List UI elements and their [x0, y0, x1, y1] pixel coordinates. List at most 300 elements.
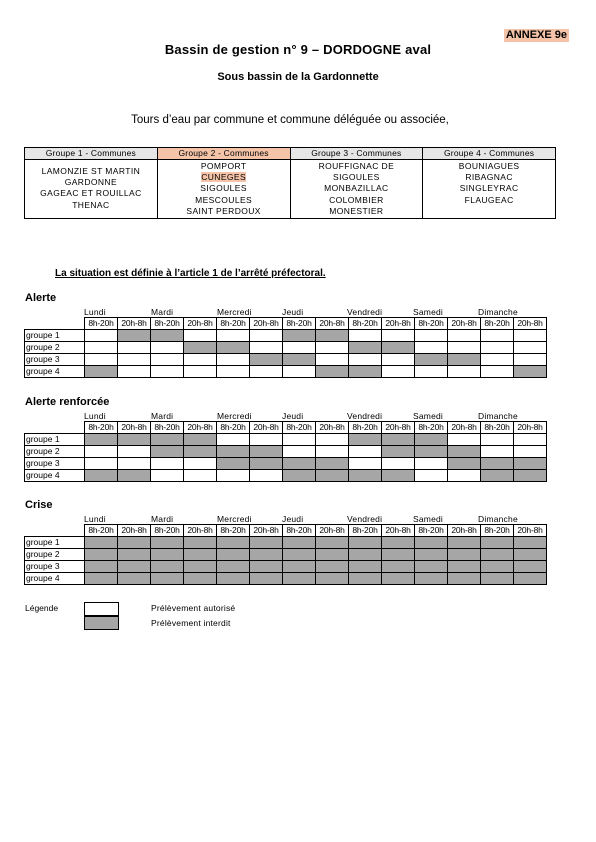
slot-cell-allowed	[85, 330, 118, 342]
slot-cell-allowed	[415, 458, 448, 470]
slot-cell-allowed	[217, 470, 250, 482]
slot-header: 8h-20h	[349, 422, 382, 434]
slot-cell-allowed	[448, 330, 481, 342]
slot-cell-forbidden	[184, 549, 217, 561]
corner-cell	[25, 318, 85, 330]
slot-cell-forbidden	[514, 366, 547, 378]
slot-cell-forbidden	[514, 458, 547, 470]
groups-communes-row	[25, 160, 556, 219]
slot-header: 20h-8h	[382, 525, 415, 537]
day-label: Mardi	[151, 307, 174, 317]
slot-cell-forbidden	[250, 573, 283, 585]
slot-cell-allowed	[85, 354, 118, 366]
slot-cell-forbidden	[349, 342, 382, 354]
slot-cell-forbidden	[283, 537, 316, 549]
group-label: groupe 1	[25, 330, 85, 342]
commune-name: GARDONNE	[64, 177, 118, 188]
day-label: Vendredi	[347, 307, 383, 317]
slot-header: 8h-20h	[217, 318, 250, 330]
slot-cell-allowed	[514, 342, 547, 354]
slot-header: 8h-20h	[151, 525, 184, 537]
slot-header: 8h-20h	[415, 318, 448, 330]
slot-cell-forbidden	[283, 458, 316, 470]
group-label: groupe 2	[25, 446, 85, 458]
slot-cell-allowed	[349, 446, 382, 458]
slot-cell-allowed	[250, 366, 283, 378]
slot-header: 20h-8h	[250, 422, 283, 434]
slot-cell-forbidden	[217, 549, 250, 561]
slot-cell-allowed	[250, 342, 283, 354]
group-row	[25, 446, 547, 458]
slot-cell-allowed	[217, 354, 250, 366]
slot-cell-forbidden	[415, 561, 448, 573]
slot-cell-forbidden	[118, 549, 151, 561]
slot-cell-forbidden	[118, 573, 151, 585]
group-row	[25, 573, 547, 585]
slot-cell-forbidden	[316, 470, 349, 482]
day-label: Dimanche	[478, 514, 518, 524]
group-label: groupe 3	[25, 458, 85, 470]
day-label: Jeudi	[282, 307, 304, 317]
slot-cell-allowed	[184, 458, 217, 470]
slot-header: 8h-20h	[283, 525, 316, 537]
slot-header: 20h-8h	[382, 422, 415, 434]
slot-cell-forbidden	[415, 537, 448, 549]
schedule-grid	[24, 317, 547, 378]
slot-cell-allowed	[316, 434, 349, 446]
slot-cell-forbidden	[316, 330, 349, 342]
slot-cell-forbidden	[250, 537, 283, 549]
legend-allowed-swatch	[84, 602, 119, 616]
commune-name: BOUNIAGUES	[458, 161, 520, 171]
slot-cell-forbidden	[415, 434, 448, 446]
slot-header-row	[25, 525, 547, 537]
slot-cell-forbidden	[151, 549, 184, 561]
schedule-title: Alerte renforcée	[25, 396, 110, 408]
slot-cell-forbidden	[481, 573, 514, 585]
slot-cell-allowed	[481, 434, 514, 446]
slot-cell-forbidden	[85, 549, 118, 561]
group-1-communes	[25, 160, 158, 219]
group-row	[25, 470, 547, 482]
slot-header: 20h-8h	[118, 318, 151, 330]
group-header-3: Groupe 3 - Communes	[290, 148, 423, 160]
slot-cell-forbidden	[382, 573, 415, 585]
slot-cell-forbidden	[217, 573, 250, 585]
day-label: Vendredi	[347, 514, 383, 524]
slot-cell-forbidden	[85, 470, 118, 482]
slot-cell-allowed	[481, 366, 514, 378]
slot-cell-forbidden	[316, 366, 349, 378]
slot-cell-forbidden	[250, 354, 283, 366]
situation-note: La situation est définie à l’article 1 de l’arrêté préfectoral.	[55, 268, 326, 279]
slot-cell-forbidden	[382, 446, 415, 458]
slot-cell-forbidden	[316, 561, 349, 573]
slot-cell-forbidden	[184, 434, 217, 446]
slot-cell-allowed	[415, 366, 448, 378]
group-3-communes	[290, 160, 423, 219]
schedule-title: Alerte	[25, 292, 57, 304]
slot-cell-forbidden	[217, 537, 250, 549]
commune-name: MESCOULES	[195, 194, 253, 205]
group-label: groupe 4	[25, 470, 85, 482]
slot-cell-forbidden	[250, 458, 283, 470]
slot-header: 20h-8h	[316, 525, 349, 537]
slot-cell-forbidden	[283, 573, 316, 585]
slot-cell-forbidden	[316, 537, 349, 549]
slot-cell-allowed	[250, 330, 283, 342]
slot-cell-forbidden	[382, 561, 415, 573]
slot-cell-allowed	[184, 330, 217, 342]
slot-cell-allowed	[415, 330, 448, 342]
slot-cell-forbidden	[514, 537, 547, 549]
slot-cell-forbidden	[184, 537, 217, 549]
slot-cell-allowed	[151, 354, 184, 366]
slot-cell-allowed	[118, 366, 151, 378]
slot-cell-forbidden	[349, 470, 382, 482]
slot-cell-forbidden	[382, 537, 415, 549]
slot-header: 20h-8h	[514, 525, 547, 537]
slot-cell-allowed	[184, 470, 217, 482]
page-subtitle: Sous bassin de la Gardonnette	[217, 71, 379, 83]
slot-cell-forbidden	[448, 354, 481, 366]
slot-cell-allowed	[283, 342, 316, 354]
group-label: groupe 3	[25, 561, 85, 573]
slot-cell-forbidden	[283, 354, 316, 366]
slot-cell-forbidden	[514, 573, 547, 585]
group-label: groupe 2	[25, 549, 85, 561]
slot-cell-forbidden	[382, 549, 415, 561]
slot-header: 8h-20h	[217, 422, 250, 434]
slot-cell-forbidden	[283, 470, 316, 482]
slot-cell-allowed	[514, 354, 547, 366]
slot-cell-allowed	[217, 434, 250, 446]
slot-cell-allowed	[184, 354, 217, 366]
slot-cell-forbidden	[448, 549, 481, 561]
group-label: groupe 4	[25, 366, 85, 378]
slot-cell-forbidden	[151, 573, 184, 585]
commune-name: RIBAGNAC	[465, 172, 513, 183]
slot-cell-forbidden	[481, 458, 514, 470]
slot-header: 20h-8h	[316, 422, 349, 434]
slot-cell-allowed	[415, 342, 448, 354]
slot-cell-allowed	[85, 342, 118, 354]
slot-header: 8h-20h	[151, 318, 184, 330]
slot-cell-forbidden	[349, 573, 382, 585]
commune-name: SAINT PERDOUX	[186, 205, 261, 216]
slot-cell-allowed	[151, 458, 184, 470]
slot-cell-allowed	[118, 354, 151, 366]
slot-cell-forbidden	[184, 561, 217, 573]
slot-cell-allowed	[85, 458, 118, 470]
commune-name: MONESTIER	[329, 205, 384, 216]
slot-header: 20h-8h	[448, 525, 481, 537]
group-row	[25, 330, 547, 342]
slot-cell-forbidden	[118, 434, 151, 446]
slot-cell-forbidden	[118, 330, 151, 342]
slot-header: 20h-8h	[514, 318, 547, 330]
slot-cell-forbidden	[415, 549, 448, 561]
schedule-grid	[24, 524, 547, 585]
slot-header: 8h-20h	[349, 318, 382, 330]
slot-cell-allowed	[250, 434, 283, 446]
slot-cell-allowed	[481, 330, 514, 342]
group-4-communes	[423, 160, 556, 219]
slot-cell-allowed	[448, 366, 481, 378]
slot-header: 20h-8h	[250, 525, 283, 537]
group-header-4: Groupe 4 - Communes	[423, 148, 556, 160]
slot-header: 8h-20h	[349, 525, 382, 537]
slot-cell-forbidden	[415, 573, 448, 585]
group-row	[25, 537, 547, 549]
groups-header-row	[25, 148, 556, 160]
slot-cell-forbidden	[85, 561, 118, 573]
slot-cell-allowed	[217, 366, 250, 378]
legend-label: Légende	[25, 603, 59, 613]
slot-header: 20h-8h	[448, 422, 481, 434]
group-2-communes	[157, 160, 290, 219]
slot-cell-forbidden	[382, 434, 415, 446]
schedule-title: Crise	[25, 499, 53, 511]
slot-cell-forbidden	[316, 458, 349, 470]
slot-cell-forbidden	[514, 549, 547, 561]
slot-cell-forbidden	[118, 470, 151, 482]
slot-cell-allowed	[481, 446, 514, 458]
slot-header: 8h-20h	[481, 525, 514, 537]
slot-cell-forbidden	[514, 470, 547, 482]
slot-header: 8h-20h	[481, 318, 514, 330]
slot-cell-allowed	[118, 446, 151, 458]
slot-cell-forbidden	[448, 537, 481, 549]
slot-cell-allowed	[514, 330, 547, 342]
slot-cell-forbidden	[184, 342, 217, 354]
slot-cell-forbidden	[184, 573, 217, 585]
group-row	[25, 366, 547, 378]
slot-cell-forbidden	[349, 561, 382, 573]
group-row	[25, 458, 547, 470]
slot-header: 20h-8h	[316, 318, 349, 330]
annexe-badge: ANNEXE 9e	[505, 29, 567, 41]
legend-forbidden-text: Prélèvement interdit	[151, 618, 231, 628]
slot-cell-allowed	[448, 342, 481, 354]
slot-cell-forbidden	[85, 434, 118, 446]
slot-cell-forbidden	[217, 458, 250, 470]
slot-cell-forbidden	[85, 366, 118, 378]
slot-cell-allowed	[151, 366, 184, 378]
slot-cell-allowed	[382, 458, 415, 470]
day-label: Samedi	[413, 307, 444, 317]
day-label: Dimanche	[478, 411, 518, 421]
slot-cell-forbidden	[250, 446, 283, 458]
groups-table	[24, 147, 556, 219]
slot-cell-forbidden	[349, 537, 382, 549]
slot-cell-allowed	[481, 342, 514, 354]
group-row	[25, 342, 547, 354]
group-row	[25, 561, 547, 573]
slot-cell-forbidden	[382, 342, 415, 354]
commune-name: ROUFFIGNAC DE	[318, 161, 395, 171]
slot-header: 20h-8h	[382, 318, 415, 330]
slot-cell-forbidden	[448, 446, 481, 458]
slot-header-row	[25, 422, 547, 434]
slot-cell-forbidden	[481, 549, 514, 561]
slot-cell-forbidden	[217, 342, 250, 354]
slot-cell-allowed	[349, 458, 382, 470]
slot-cell-allowed	[217, 330, 250, 342]
day-label: Mardi	[151, 411, 174, 421]
slot-cell-forbidden	[250, 549, 283, 561]
slot-cell-allowed	[283, 366, 316, 378]
slot-cell-forbidden	[349, 434, 382, 446]
slot-header: 20h-8h	[184, 318, 217, 330]
group-label: groupe 4	[25, 573, 85, 585]
slot-header: 8h-20h	[85, 525, 118, 537]
group-row	[25, 354, 547, 366]
slot-header: 8h-20h	[481, 422, 514, 434]
commune-name: COLOMBIER	[329, 194, 384, 205]
slot-header: 20h-8h	[184, 422, 217, 434]
slot-cell-allowed	[382, 366, 415, 378]
slot-header: 8h-20h	[85, 422, 118, 434]
slot-cell-forbidden	[151, 330, 184, 342]
slot-cell-forbidden	[448, 573, 481, 585]
slot-cell-forbidden	[250, 561, 283, 573]
slot-cell-forbidden	[415, 446, 448, 458]
slot-cell-forbidden	[481, 561, 514, 573]
slot-cell-forbidden	[85, 537, 118, 549]
slot-header: 8h-20h	[415, 422, 448, 434]
commune-name: THENAC	[72, 199, 110, 210]
slot-header: 8h-20h	[415, 525, 448, 537]
day-label: Dimanche	[478, 307, 518, 317]
slot-cell-forbidden	[316, 549, 349, 561]
slot-header: 8h-20h	[151, 422, 184, 434]
day-label: Samedi	[413, 514, 444, 524]
slot-cell-forbidden	[283, 330, 316, 342]
slot-cell-forbidden	[316, 573, 349, 585]
group-label: groupe 1	[25, 537, 85, 549]
commune-name-highlighted: CUNEGES	[201, 172, 247, 183]
group-row	[25, 549, 547, 561]
page-title: Bassin de gestion n° 9 – DORDOGNE aval	[164, 42, 432, 57]
slot-cell-forbidden	[283, 561, 316, 573]
commune-name: MONBAZILLAC	[324, 183, 389, 194]
slot-cell-forbidden	[184, 446, 217, 458]
slot-cell-forbidden	[283, 549, 316, 561]
day-label: Jeudi	[282, 411, 304, 421]
slot-cell-allowed	[349, 354, 382, 366]
corner-cell	[25, 422, 85, 434]
slot-cell-allowed	[448, 470, 481, 482]
slot-cell-allowed	[382, 354, 415, 366]
slot-cell-forbidden	[151, 446, 184, 458]
slot-cell-allowed	[283, 446, 316, 458]
slot-cell-allowed	[85, 446, 118, 458]
slot-cell-forbidden	[481, 470, 514, 482]
day-label: Mercredi	[217, 307, 252, 317]
slot-cell-allowed	[382, 330, 415, 342]
slot-cell-forbidden	[151, 561, 184, 573]
slot-header-row	[25, 318, 547, 330]
commune-name: SIGOULES	[333, 172, 380, 183]
legend-forbidden-swatch	[84, 616, 119, 630]
slot-cell-forbidden	[118, 537, 151, 549]
group-header-2: Groupe 2 - Communes	[157, 148, 290, 160]
day-label: Jeudi	[282, 514, 304, 524]
day-label: Lundi	[84, 307, 106, 317]
schedule-grid	[24, 421, 547, 482]
slot-cell-allowed	[316, 354, 349, 366]
slot-header: 8h-20h	[283, 422, 316, 434]
slot-cell-allowed	[151, 470, 184, 482]
slot-cell-forbidden	[448, 561, 481, 573]
slot-cell-allowed	[415, 470, 448, 482]
intro-text: Tours d’eau par commune et commune déléguée ou associée,	[131, 114, 449, 126]
day-label: Mardi	[151, 514, 174, 524]
slot-cell-allowed	[283, 434, 316, 446]
slot-cell-allowed	[349, 330, 382, 342]
day-label: Vendredi	[347, 411, 383, 421]
slot-cell-forbidden	[514, 561, 547, 573]
slot-header: 20h-8h	[448, 318, 481, 330]
slot-cell-forbidden	[217, 446, 250, 458]
commune-name: FLAUGEAC	[464, 194, 514, 205]
commune-name: POMPORT	[200, 161, 247, 171]
slot-header: 8h-20h	[85, 318, 118, 330]
slot-header: 20h-8h	[118, 525, 151, 537]
group-row	[25, 434, 547, 446]
slot-cell-allowed	[118, 342, 151, 354]
day-label: Lundi	[84, 411, 106, 421]
day-label: Lundi	[84, 514, 106, 524]
commune-name: GAGEAC ET ROUILLAC	[40, 188, 142, 199]
slot-cell-forbidden	[217, 561, 250, 573]
slot-header: 20h-8h	[250, 318, 283, 330]
slot-header: 20h-8h	[184, 525, 217, 537]
group-header-1: Groupe 1 - Communes	[25, 148, 158, 160]
slot-header: 20h-8h	[514, 422, 547, 434]
commune-name: SIGOULES	[200, 183, 247, 194]
slot-cell-forbidden	[349, 549, 382, 561]
slot-cell-forbidden	[448, 458, 481, 470]
day-label: Samedi	[413, 411, 444, 421]
slot-cell-allowed	[250, 470, 283, 482]
slot-cell-forbidden	[349, 366, 382, 378]
slot-cell-allowed	[514, 434, 547, 446]
slot-cell-forbidden	[415, 354, 448, 366]
slot-cell-allowed	[316, 446, 349, 458]
day-label: Mercredi	[217, 514, 252, 524]
slot-header: 8h-20h	[217, 525, 250, 537]
group-label: groupe 2	[25, 342, 85, 354]
slot-header: 8h-20h	[283, 318, 316, 330]
slot-cell-forbidden	[118, 561, 151, 573]
group-label: groupe 1	[25, 434, 85, 446]
slot-cell-forbidden	[151, 434, 184, 446]
commune-name: LAMONZIE ST MARTIN	[41, 166, 141, 176]
slot-cell-allowed	[316, 342, 349, 354]
slot-cell-allowed	[448, 434, 481, 446]
slot-cell-forbidden	[382, 470, 415, 482]
slot-cell-allowed	[514, 446, 547, 458]
legend-allowed-text: Prélèvement autorisé	[151, 603, 236, 613]
slot-cell-forbidden	[481, 537, 514, 549]
slot-cell-forbidden	[151, 537, 184, 549]
slot-header: 20h-8h	[118, 422, 151, 434]
group-label: groupe 3	[25, 354, 85, 366]
slot-cell-forbidden	[85, 573, 118, 585]
slot-cell-allowed	[481, 354, 514, 366]
